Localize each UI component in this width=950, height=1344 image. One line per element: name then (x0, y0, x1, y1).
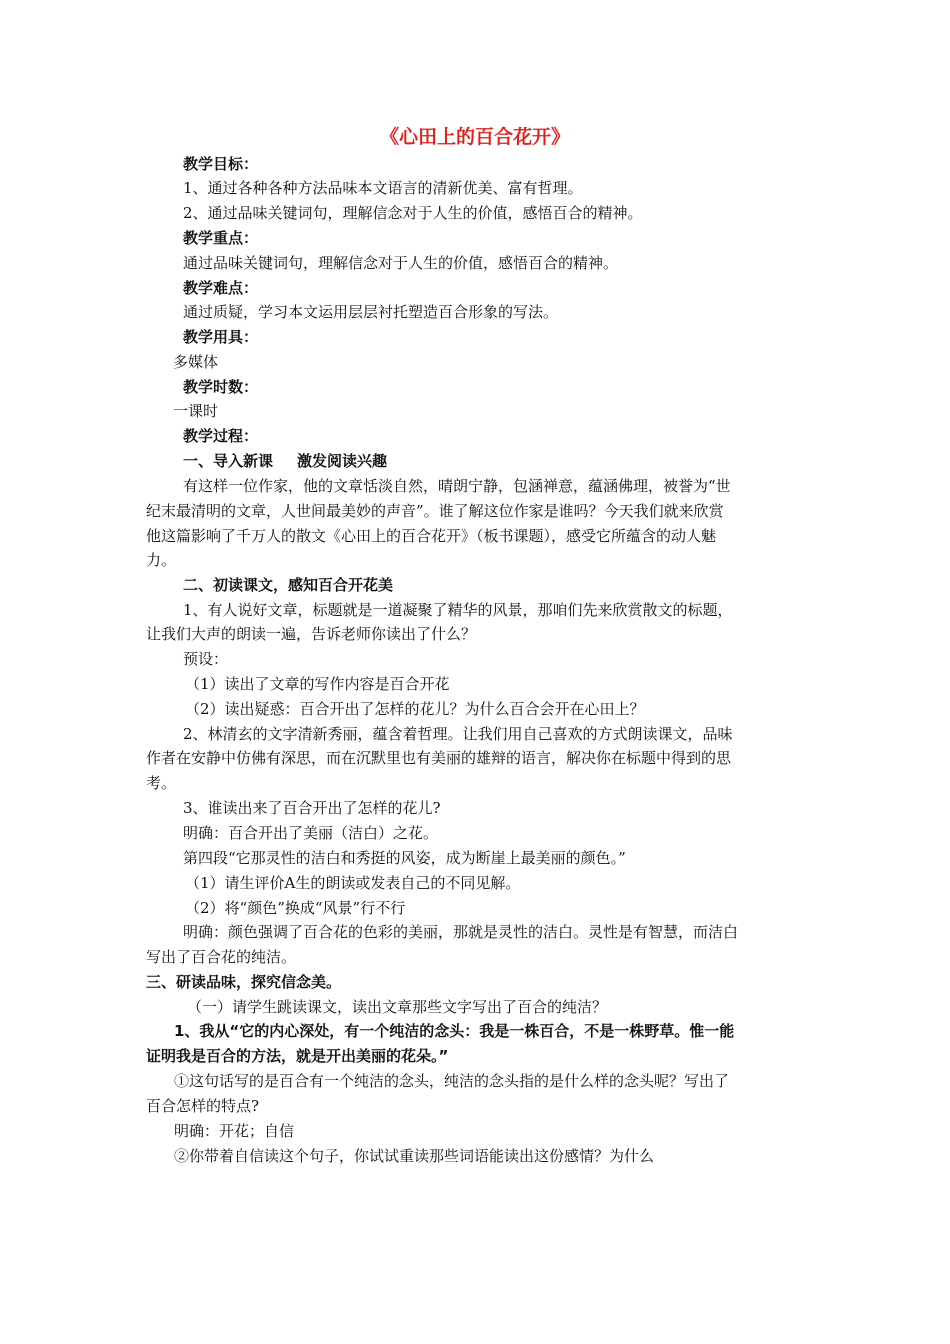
objective-1: 1、通过各种各种方法品味本文语言的清新优美、富有哲理。 (183, 179, 583, 197)
paragraph-line: （一）请学生跳读课文，读出文章那些文字写出了百合的纯洁？ (187, 998, 608, 1016)
paragraph-line: 纪末最清明的文章，人世间最美妙的声音”。谁了解这位作家是谁吗？今天我们就来欣赏 (146, 502, 724, 520)
quote-line: 1、我从“它的内心深处，有一个纯洁的念头：我是一株百合，不是一株野草。惟一能 (174, 1022, 735, 1040)
paragraph-line: ①这句话写的是百合有一个纯洁的念头，纯洁的念头指的是什么样的念头呢？写出了 (174, 1072, 730, 1090)
paragraph-line: （1）读出了文章的写作内容是百合开花 (185, 675, 450, 693)
heading-objectives: 教学目标： (183, 155, 259, 173)
paragraph-line: 力。 (146, 551, 177, 569)
paragraph-line: 写出了百合花的纯洁。 (146, 948, 297, 966)
paragraph-line: （2）读出疑惑：百合开出了怎样的花儿？为什么百合会开在心田上？ (185, 700, 645, 718)
objective-2: 2、通过品味关键词句，理解信念对于人生的价值，感悟百合的精神。 (183, 204, 643, 222)
heading-hours: 教学时数： (183, 378, 259, 396)
paragraph-line: （2）将“颜色”换成“风景”行不行 (185, 899, 406, 917)
section-1-heading (183, 449, 387, 473)
paragraph-line: 明确：颜色强调了百合花的色彩的美丽，那就是灵性的洁白。灵性是有智慧，而洁白 (183, 923, 739, 941)
paragraph-line: 他这篇影响了千万人的散文《心田上的百合花开》（板书课题），感受它所蕴含的动人魅 (146, 527, 717, 545)
paragraph-line: 明确：百合开出了美丽（洁白）之花。 (183, 824, 439, 842)
section-1-heading-part-2: 激发阅读兴趣 (297, 452, 388, 470)
key-points-text: 通过品味关键词句，理解信念对于人生的价值，感悟百合的精神。 (183, 254, 619, 272)
paragraph-line: ②你带着自信读这个句子，你试试重读那些词语能读出这份感情？为什么 (174, 1147, 655, 1165)
paragraph-line: 3、谁读出来了百合开出了怎样的花儿? (183, 799, 441, 817)
paragraph-line: 第四段“它那灵性的洁白和秀挺的风姿，成为断崖上最美丽的颜色。” (183, 849, 626, 867)
paragraph-line: 有这样一位作家，他的文章恬淡自然，晴朗宁静，包涵禅意，蕴涵佛理，被誉为“世 (183, 477, 731, 495)
paragraph-line: 考。 (146, 774, 177, 792)
paragraph-line: 百合怎样的特点? (146, 1097, 260, 1115)
paragraph-line: 1、有人说好文章，标题就是一道凝聚了精华的风景，那咱们先来欣赏散文的标题， (183, 601, 733, 619)
section-3-heading: 三、研读品味，探究信念美。 (146, 973, 342, 991)
section-2-heading: 二、初读课文，感知百合开花美 (183, 576, 394, 594)
tools-text: 多媒体 (173, 353, 219, 371)
paragraph-line: 让我们大声的朗读一遍，告诉老师你读出了什么？ (146, 625, 477, 643)
document-title: 《心田上的百合花开》 (379, 126, 570, 148)
paragraph-line: 预设： (183, 650, 229, 668)
section-1-heading-part-1: 一、导入新课 (183, 452, 274, 470)
quote-line: 证明我是百合的方法，就是开出美丽的花朵。” (146, 1047, 449, 1065)
paragraph-line: 明确：开花；自信 (174, 1122, 295, 1140)
difficulties-text: 通过质疑，学习本文运用层层衬托塑造百合形象的写法。 (183, 303, 559, 321)
heading-tools: 教学用具： (183, 328, 259, 346)
heading-difficulties: 教学难点： (183, 279, 259, 297)
hours-text: 一课时 (173, 402, 219, 420)
paragraph-line: （1）请生评价A生的朗读或发表自己的不同见解。 (185, 874, 521, 892)
heading-key-points: 教学重点： (183, 229, 259, 247)
paragraph-line: 作者在安静中仿佛有深思，而在沉默里也有美丽的雄辩的语言，解决你在标题中得到的思 (146, 749, 732, 767)
heading-process: 教学过程： (183, 427, 259, 445)
paragraph-line: 2、林清玄的文字清新秀丽，蕴含着哲理。让我们用自己喜欢的方式朗读课文，品味 (183, 725, 733, 743)
